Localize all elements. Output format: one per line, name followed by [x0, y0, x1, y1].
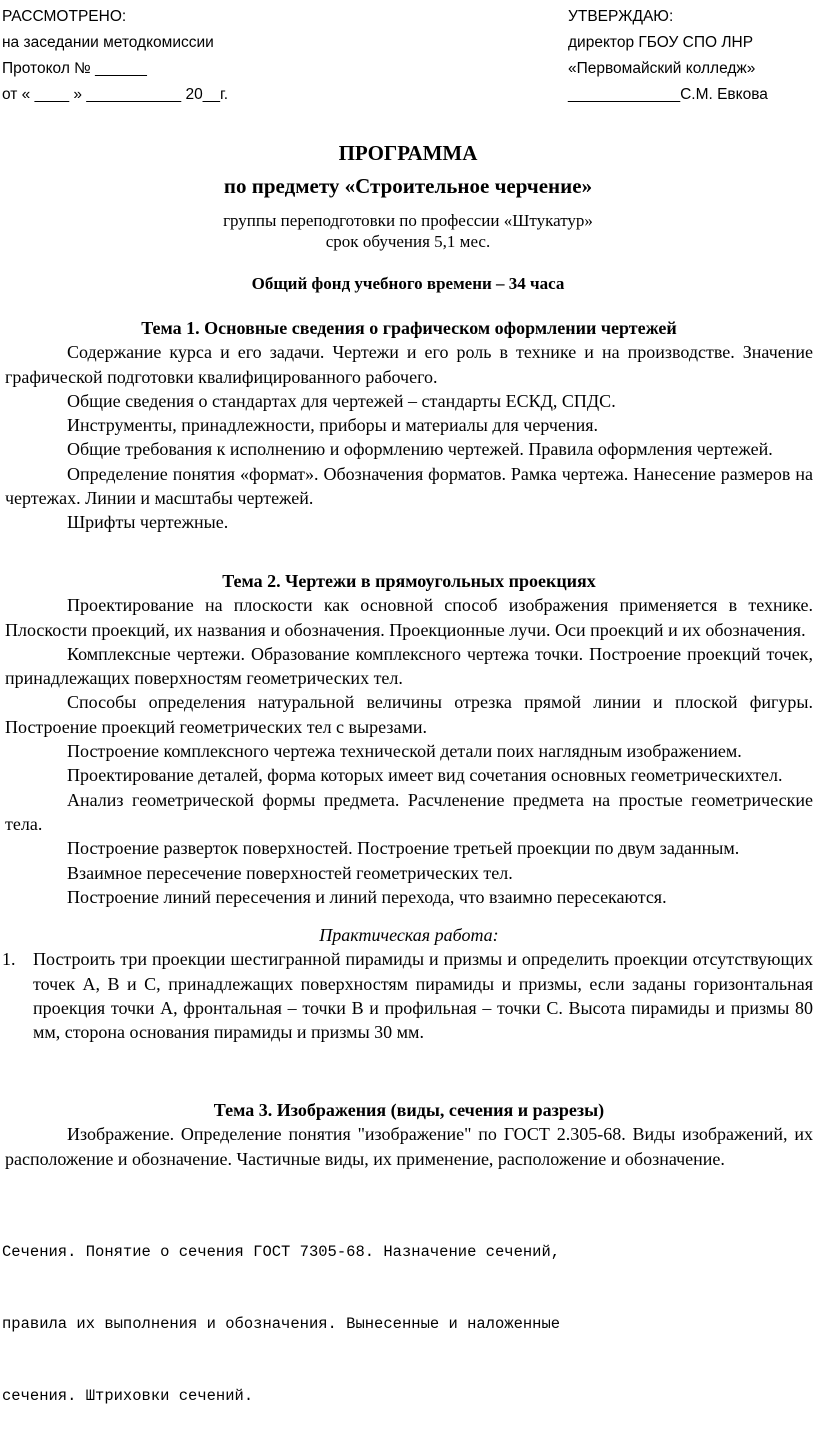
approved-block [568, 4, 768, 108]
topic-2-section [2, 569, 813, 1045]
topic-1-paragraph: Шрифты чертежные. [67, 512, 229, 533]
topic-2-paragraph: Комплексные чертежи. Образование комплексного чертежа точки. Построение проекций точек, принадлежащих поверхностям геометрических тел. [5, 643, 813, 689]
topic-1-paragraph: Общие сведения о стандартах для чертежей – стандарты ЕСКД, СПДС. [67, 390, 616, 411]
topic-3-section [5, 1098, 813, 1171]
director-line: директор ГБОУ СПО ЛНР [568, 34, 754, 51]
practice-item-number: 1. [2, 949, 16, 970]
commission-line: на заседании методкомиссии [2, 34, 214, 51]
mono-line: сечения. Штриховки сечений. [2, 1387, 254, 1405]
topic-3-title: Тема 3. Изображения (виды, сечения и разрезы) [213, 1100, 605, 1120]
topic-2-paragraph: Анализ геометрической формы предмета. Расчленение предмета на простые геометрические тела. [5, 789, 813, 834]
topic-2-paragraph: Взаимное пересечение поверхностей геометрических тел. [67, 862, 513, 883]
protocol-line: Протокол № ______ [2, 60, 147, 77]
topic-3-paragraph: Изображение. Определение понятия "изображение" по ГОСТ 2.305-68. Виды изображений, их расположение и обозначение. Частичные виды, их применение, расположение и обозначение. [5, 1124, 813, 1169]
topic-2-paragraph: Построение линий пересечения и линий перехода, что взаимно пересекаются. [67, 886, 667, 907]
practice-list [2, 947, 813, 1044]
considered-block [2, 4, 228, 108]
topic-2-paragraph: Построение комплексного чертежа технической детали поих наглядным изображением. [67, 741, 742, 762]
program-title: ПРОГРАММА [338, 141, 478, 165]
date-line: от « ____ » ___________ 20__г. [2, 86, 229, 103]
topic-1-paragraph: Общие требования к исполнению и оформлению чертежей. Правила оформления чертежей. [67, 439, 773, 460]
group-line: группы переподготовки по профессии «Штукатур» [223, 211, 593, 230]
topic-1-title: Тема 1. Основные сведения о графическом оформлении чертежей [141, 318, 677, 338]
sections-monospace-block [2, 1192, 814, 1456]
practice-title: Практическая работа: [319, 925, 499, 946]
duration-line: срок обучения 5,1 мес. [325, 232, 491, 251]
topic-2-paragraph: Проектирование деталей, форма которых имеет вид сочетания основных геометрическихтел. [67, 765, 783, 786]
practice-item [2, 947, 813, 1044]
topic-2-title: Тема 2. Чертежи в прямоугольных проекциях [222, 571, 596, 591]
approved-label: УТВЕРЖДАЮ: [568, 8, 674, 25]
signature-line: _____________С.М. Евкова [568, 86, 768, 103]
practice-item-text: Построить три проекции шестигранной пирамиды и призмы и определить проекции отсутствующих точек А, В и С, принадлежащих поверхностям пирамиды и призмы, если заданы горизонтальная проекция точки А, фронтальная – точки В и профильная – точки С. Высота пирамиды и призмы 80 мм, сторона основания пирамиды и призмы 30 мм. [33, 949, 813, 1043]
college-line: «Первомайский колледж» [568, 60, 756, 77]
topic-1-paragraph: Содержание курса и его задачи. Чертежи и его роль в технике и на производстве. Значение графической подготовки квалифицированного рабочего. [5, 342, 813, 387]
topic-2-paragraph: Проектирование на плоскости как основной способ изображения применяется в технике. Плоскости проекций, их названия и обозначения. Проекционные лучи. Оси проекций и их обозначения. [5, 595, 813, 640]
topic-2-paragraph: Построение разверток поверхностей. Построение третьей проекции по двум заданным. [67, 838, 740, 859]
topic-1-paragraph: Определение понятия «формат». Обозначения форматов. Рамка чертежа. Нанесение размеров на чертежах. Линии и масштабы чертежей. [5, 463, 813, 509]
topic-2-paragraph: Способы определения натуральной величины отрезка прямой линии и плоской фигуры. Построение проекций геометрических тел с вырезами. [5, 692, 813, 737]
considered-label: РАССМОТРЕНО: [2, 8, 127, 25]
topic-1-paragraph: Инструменты, принадлежности, приборы и материалы для черчения. [67, 415, 598, 436]
subject-title: по предмету «Строительное черчение» [223, 174, 593, 198]
time-fund-line: Общий фонд учебного времени – 34 часа [251, 274, 565, 293]
mono-line: Сечения. Понятие о сечения ГОСТ 7305-68. Назначение сечений, [2, 1243, 561, 1261]
mono-line: правила их выполнения и обозначения. Вынесенные и наложенные [2, 1315, 561, 1333]
topic-1-section [5, 316, 813, 535]
